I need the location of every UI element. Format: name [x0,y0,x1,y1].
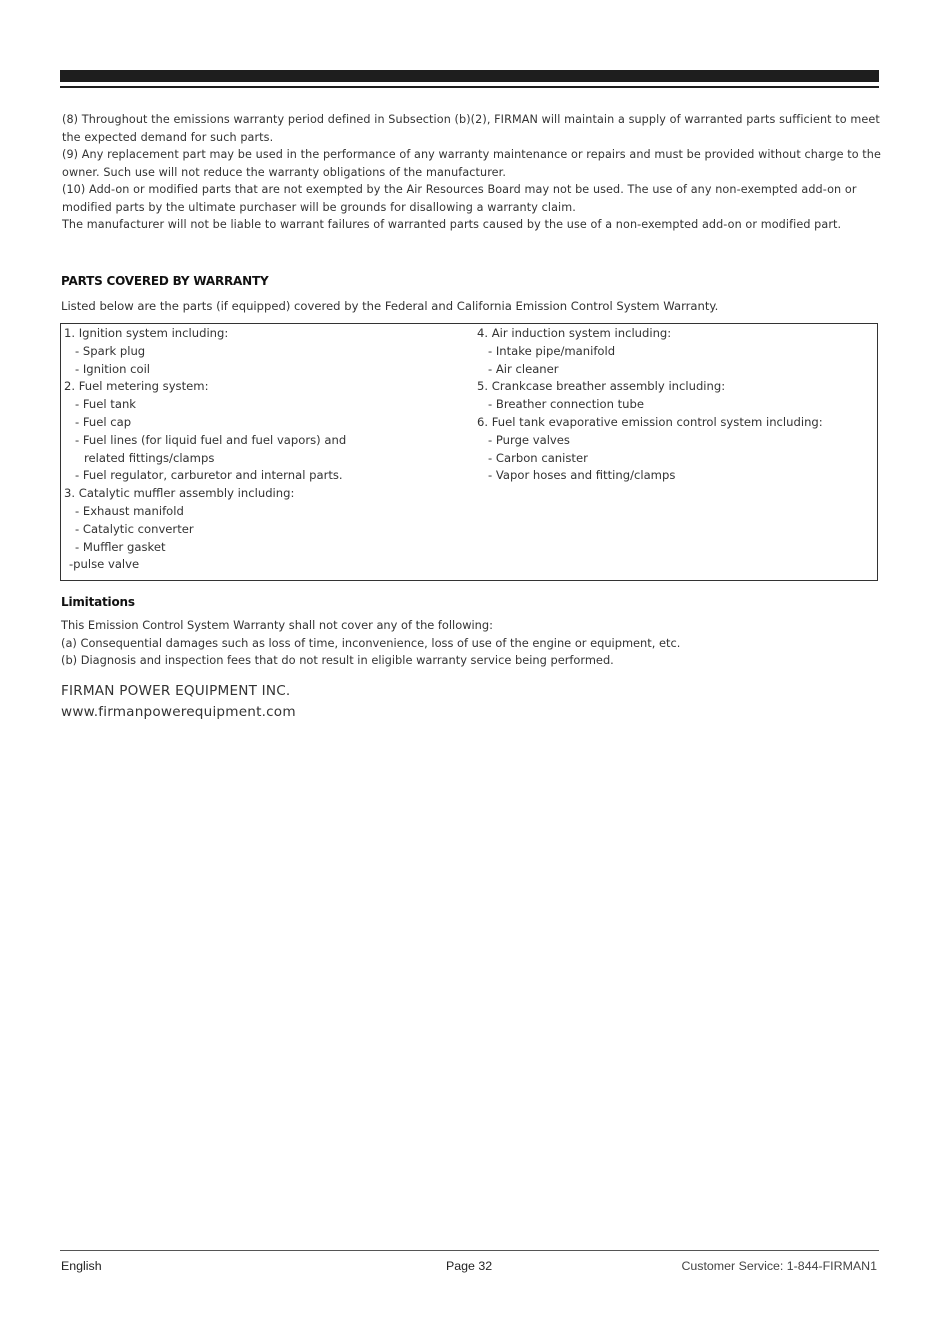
manufacturer-liability: The manufacturer will not be liable to warrant failures of warranted parts caused by the use of a non-exempted add-on or modified part. [62,218,842,231]
page-number: Page 32 [446,1259,493,1273]
list-item: - Breather connection tube [488,397,645,412]
list-item: - Catalytic converter [75,521,194,536]
footer-rule [60,1250,879,1251]
footer-language: English [61,1259,102,1273]
list-item: related fittings/clamps [84,450,215,465]
list-item: - Fuel cap [75,414,132,429]
limitations-text [61,617,680,670]
paragraph-10: (10) Add-on or modified parts that are not exempted by the Air Resources Board may not be used. The use of any non-exempted add-on or modified parts by the ultimate purchaser will be grounds for disallowing a warranty claim. [62,183,857,214]
parts-intro: Listed below are the parts (if equipped) covered by the Federal and California Emission Control System Warranty. [61,299,719,313]
list-item: - Muffler gasket [75,539,166,554]
list-item: - Ignition coil [75,361,151,376]
intro-paragraphs [62,111,882,234]
parts-heading: PARTS COVERED BY WARRANTY [61,274,269,288]
list-item: - Fuel tank [75,397,137,412]
list-item: - Purge valves [488,432,570,447]
list-item: 4. Air induction system including: [477,326,672,340]
list-item: 3. Catalytic muffler assembly including: [64,486,295,501]
limitation-a: (a) Consequential damages such as loss of time, inconvenience, loss of use of the engine or equipment, etc. [61,635,681,650]
list-item: - Vapor hoses and fitting/clamps [488,468,676,483]
parts-left-column [64,325,464,574]
company-website[interactable]: www.firmanpowerequipment.com [61,704,296,720]
paragraph-8: (8) Throughout the emissions warranty period defined in Subsection (b)(2), FIRMAN will maintain a supply of warranted parts sufficient to meet the expected demand for such parts. [62,113,880,144]
parts-table [60,323,878,581]
list-item: 6. Fuel tank evaporative emission control system including: [477,414,823,429]
header-rule [60,86,879,88]
parts-right-column [477,325,877,485]
header-bar [60,70,879,82]
list-item: - Fuel regulator, carburetor and internal parts. [75,468,343,483]
company-block [61,681,296,723]
customer-service: Customer Service: 1-844-FIRMAN1 [681,1259,877,1273]
company-name: FIRMAN POWER EQUIPMENT INC. [61,683,291,699]
list-item: -pulse valve [69,557,140,572]
list-item: - Intake pipe/manifold [488,343,616,358]
limitation-b: (b) Diagnosis and inspection fees that do not result in eligible warranty service being performed. [61,653,614,667]
list-item: - Fuel lines (for liquid fuel and fuel vapors) and [75,432,347,447]
list-item: - Spark plug [75,343,146,358]
paragraph-9: (9) Any replacement part may be used in the performance of any warranty maintenance or repairs and must be provided without charge to the owner. Such use will not reduce the warranty obligations of the manufacturer. [62,148,881,179]
list-item: 1. Ignition system including: [64,326,229,340]
limitations-intro: This Emission Control System Warranty shall not cover any of the following: [61,618,493,632]
list-item: - Carbon canister [488,450,588,465]
limitations-heading: Limitations [61,595,135,609]
list-item: 2. Fuel metering system: [64,379,209,394]
list-item: 5. Crankcase breather assembly including: [477,379,726,394]
list-item: - Air cleaner [488,361,559,376]
list-item: - Exhaust manifold [75,503,184,518]
